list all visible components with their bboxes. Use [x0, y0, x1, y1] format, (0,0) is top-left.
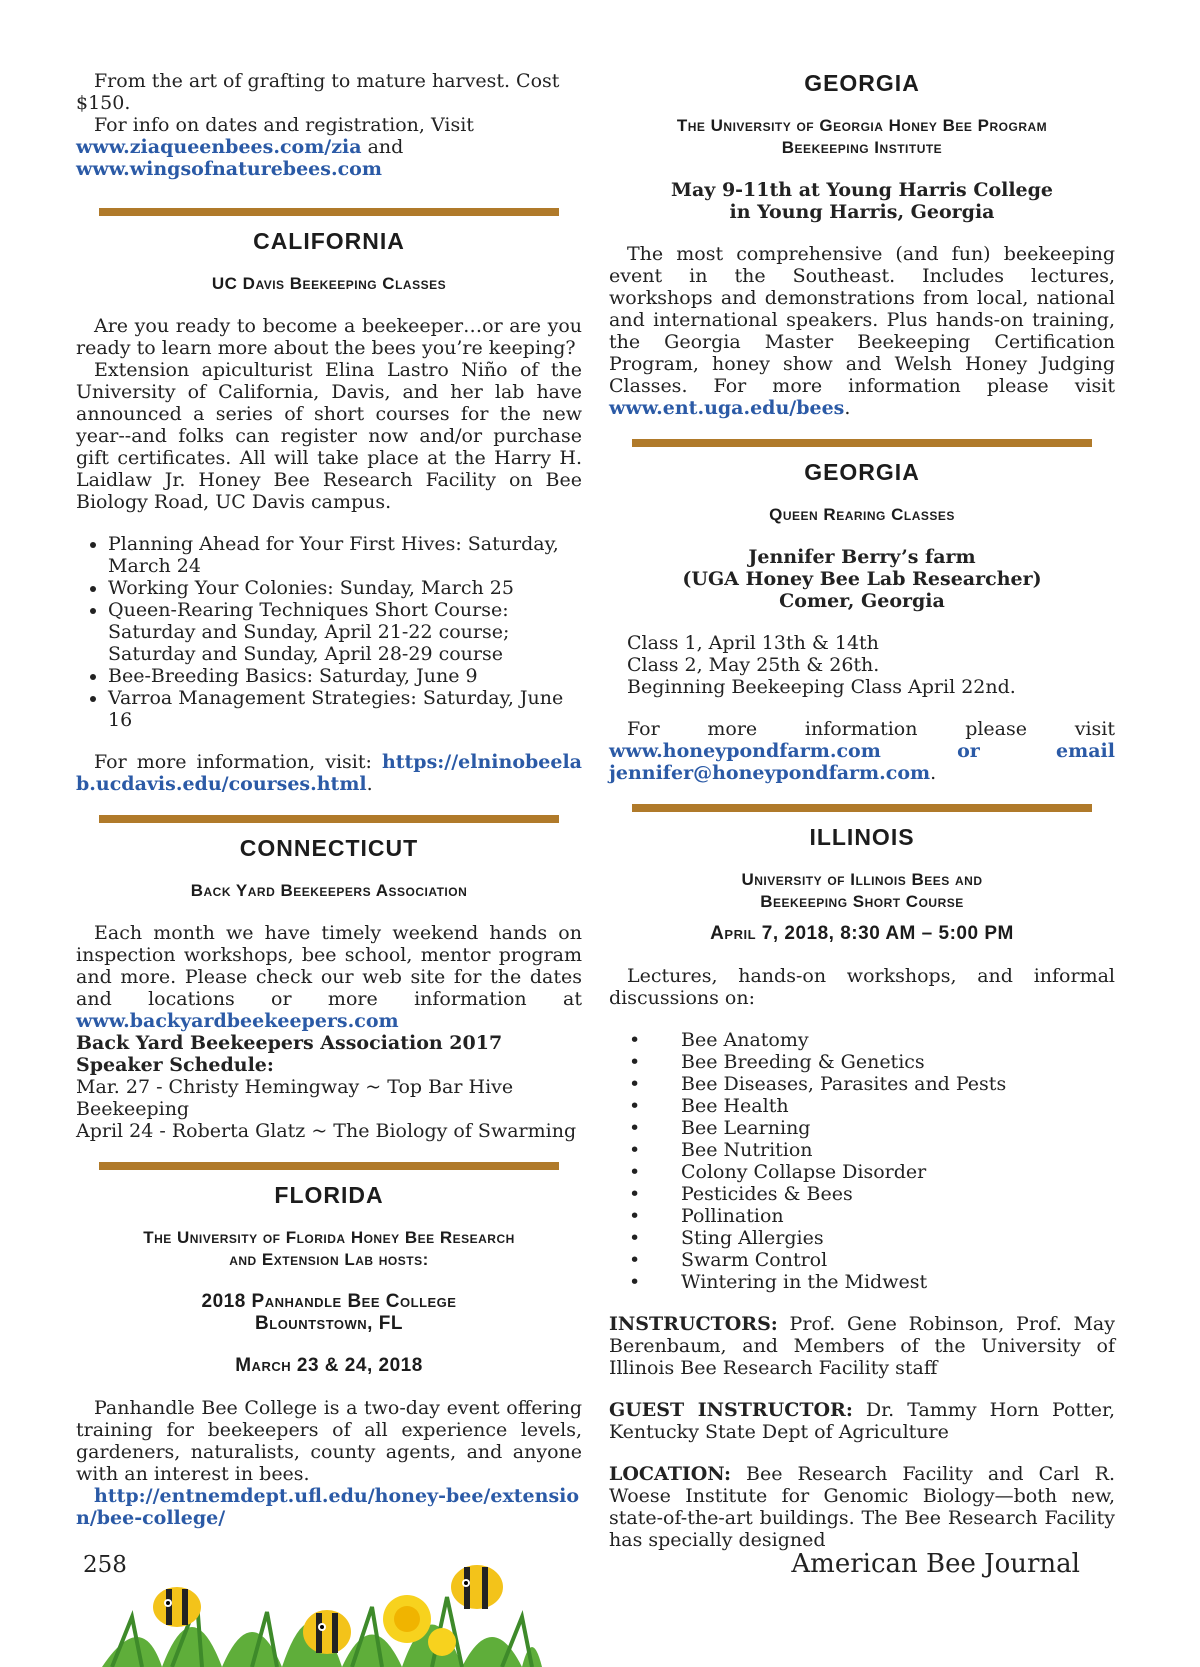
honeypond-info: For more information please visit www.honeypondfarm.com or email jennifer@honeypondfarm.com. [609, 718, 1115, 784]
bee-icon [153, 1587, 201, 1627]
connecticut-subtitle: Back Yard Beekeepers Association [190, 881, 468, 900]
class-line: Class 1, April 13th & 14th [627, 632, 879, 654]
state-heading-georgia-2: GEORGIA [804, 459, 920, 485]
georgia-para: The most comprehensive (and fun) beekeeping event in the Southeast. Includes lectures, workshops and demonstrations from local, national and international speakers. Plus hands-on training, the Georgia Master Beekeeping Certification Program, honey show and Welsh Honey Judging Classes. For more information please visit www.ent.uga.edu/bees. [609, 243, 1115, 419]
florida-college-name: 2018 Panhandle Bee College [201, 1291, 457, 1312]
california-para-2: Extension apiculturist Elina Lastro Niño of the University of California, Davis, and her lab have announced a series of short courses for the new year--and folks can register now and/or purchase gift certificates. All will take place at the Harry H. Laidlaw Jr. Honey Bee Research Facility on Bee Biology Road, UC Davis campus. [76, 359, 582, 513]
illinois-location: LOCATION: Bee Research Facility and Carl R. Woese Institute for Genomic Biology—both new, state-of-the-art buildings. The Bee Research Facility has specially designed [609, 1463, 1115, 1551]
california-course-list [76, 533, 582, 731]
illinois-topic-list [629, 1029, 1115, 1293]
georgia-subtitle-1: The University of Georgia Honey Bee Program [676, 116, 1048, 135]
illinois-guest-instructor: GUEST INSTRUCTOR: Dr. Tammy Horn Potter, Kentucky State Dept of Agriculture [609, 1399, 1115, 1443]
bee-icon [451, 1565, 503, 1609]
list-item: • Bee Breeding & Genetics [629, 1051, 925, 1073]
honeypond-link[interactable]: www.honeypondfarm.com or email jennifer@honeypondfarm.com [609, 740, 1115, 784]
connecticut-schedule-title: Back Yard Beekeepers Association 2017 Speaker Schedule: [76, 1032, 503, 1076]
left-column [76, 70, 582, 1667]
list-item: • Bee Health [629, 1095, 789, 1117]
list-item: • Bee Learning [629, 1117, 811, 1139]
georgia-when-1: May 9-11th at Young Harris College [670, 179, 1054, 201]
ufl-bee-college-link[interactable]: http://entnemdept.ufl.edu/honey-bee/extension/bee-college/ [76, 1485, 580, 1529]
list-item: • Wintering in the Midwest [629, 1271, 928, 1293]
state-heading-florida: FLORIDA [274, 1182, 384, 1208]
connecticut-schedule-item: April 24 - Roberta Glatz ~ The Biology of Swarming [76, 1120, 577, 1142]
list-item: • Planning Ahead for Your First Hives: Saturday, March 24 [108, 533, 582, 577]
list-item: • Sting Allergies [629, 1227, 824, 1249]
list-item: • Working Your Colonies: Sunday, March 25 [108, 577, 582, 599]
california-subtitle: UC Davis Beekeeping Classes [211, 274, 447, 293]
list-item: • Bee-Breeding Basics: Saturday, June 9 [108, 665, 582, 687]
list-item: • Pesticides & Bees [629, 1183, 853, 1205]
connecticut-schedule-item: Mar. 27 - Christy Hemingway ~ Top Bar Hive Beekeeping [76, 1076, 514, 1120]
section-divider [632, 439, 1092, 447]
florida-college-location: Blountstown, FL [255, 1313, 403, 1334]
uga-bees-link[interactable]: www.ent.uga.edu/bees [609, 397, 845, 419]
class-line: Class 2, May 25th & 26th. [627, 654, 880, 676]
farm-name: Jennifer Berry’s farm [748, 546, 976, 568]
backyardbeekeepers-link[interactable]: www.backyardbeekeepers.com [76, 1010, 399, 1032]
elninobeelab-link[interactable]: https://elninobeelab.ucdavis.edu/courses.html [76, 751, 582, 795]
california-para-1: Are you ready to become a beekeeper…or are you ready to learn more about the bees you’re keeping? [76, 315, 582, 359]
illinois-instructors: INSTRUCTORS: Prof. Gene Robinson, Prof. May Berenbaum, and Members of the University of Illinois Bee Research Facility staff [609, 1313, 1115, 1379]
list-item: • Queen-Rearing Techniques Short Course: Saturday and Sunday, April 21-22 course; Saturday and Sunday, April 28-29 course [108, 599, 582, 665]
florida-subtitle-2: and Extension Lab hosts: [229, 1250, 429, 1269]
intro-line: From the art of grafting to mature harvest. Cost $150. [76, 70, 560, 114]
right-column [609, 70, 1115, 1551]
state-heading-california: CALIFORNIA [253, 228, 405, 254]
list-item: • Pollination [629, 1205, 784, 1227]
florida-subtitle-1: The University of Florida Honey Bee Research [143, 1228, 515, 1247]
list-item: • Bee Nutrition [629, 1139, 813, 1161]
intro-text: For info on dates and registration, Visit www.ziaqueenbees.com/zia and www.wingsofnaturebees.com [76, 114, 474, 180]
page-number: 258 [83, 1552, 127, 1578]
connecticut-para: Each month we have timely weekend hands on inspection workshops, bee school, mentor program and more. Please check our web site for the dates and locations or more information at www.backyardbeekeepers.com [76, 922, 582, 1032]
georgia-subtitle-2: Beekeeping Institute [781, 138, 943, 157]
section-divider [632, 804, 1092, 812]
section-divider [99, 208, 559, 216]
farm-researcher: (UGA Honey Bee Lab Researcher) [682, 568, 1042, 590]
state-heading-illinois: ILLINOIS [809, 824, 915, 850]
illinois-subtitle-2: Beekeeping Short Course [760, 892, 964, 911]
list-item: • Swarm Control [629, 1249, 828, 1271]
bee-icon [303, 1610, 351, 1654]
florida-link-line [76, 1485, 582, 1529]
list-item: • Bee Diseases, Parasites and Pests [629, 1073, 1007, 1095]
georgia-queen-subtitle: Queen Rearing Classes [769, 505, 955, 524]
state-heading-georgia: GEORGIA [804, 70, 920, 96]
class-line: Beginning Beekeeping Class April 22nd. [627, 676, 1016, 698]
list-item: • Colony Collapse Disorder [629, 1161, 927, 1183]
california-info: For more information, visit: https://elninobeelab.ucdavis.edu/courses.html. [76, 751, 582, 795]
state-heading-connecticut: CONNECTICUT [239, 835, 419, 861]
florida-para: Panhandle Bee College is a two-day event offering training for beekeepers of all experience levels, gardeners, naturalists, county agents, and anyone with an interest in bees. [76, 1397, 582, 1485]
illinois-intro: Lectures, hands-on workshops, and informal discussions on: [609, 965, 1115, 1009]
bees-in-grass-illustration [102, 1547, 542, 1667]
section-divider [99, 815, 559, 823]
list-item: • Bee Anatomy [629, 1029, 809, 1051]
farm-location: Comer, Georgia [779, 590, 945, 612]
illinois-subtitle-1: University of Illinois Bees and [741, 870, 983, 889]
ziaqueen-link[interactable]: www.ziaqueenbees.com/zia [76, 136, 362, 158]
journal-title: American Bee Journal [791, 1549, 1080, 1579]
list-item: • Varroa Management Strategies: Saturday, June 16 [108, 687, 582, 731]
illinois-date: April 7, 2018, 8:30 AM – 5:00 PM [710, 923, 1014, 944]
georgia-when-2: in Young Harris, Georgia [729, 201, 995, 223]
wingsofnature-link[interactable]: www.wingsofnaturebees.com [76, 158, 382, 180]
section-divider [99, 1162, 559, 1170]
florida-date: March 23 & 24, 2018 [235, 1355, 423, 1376]
